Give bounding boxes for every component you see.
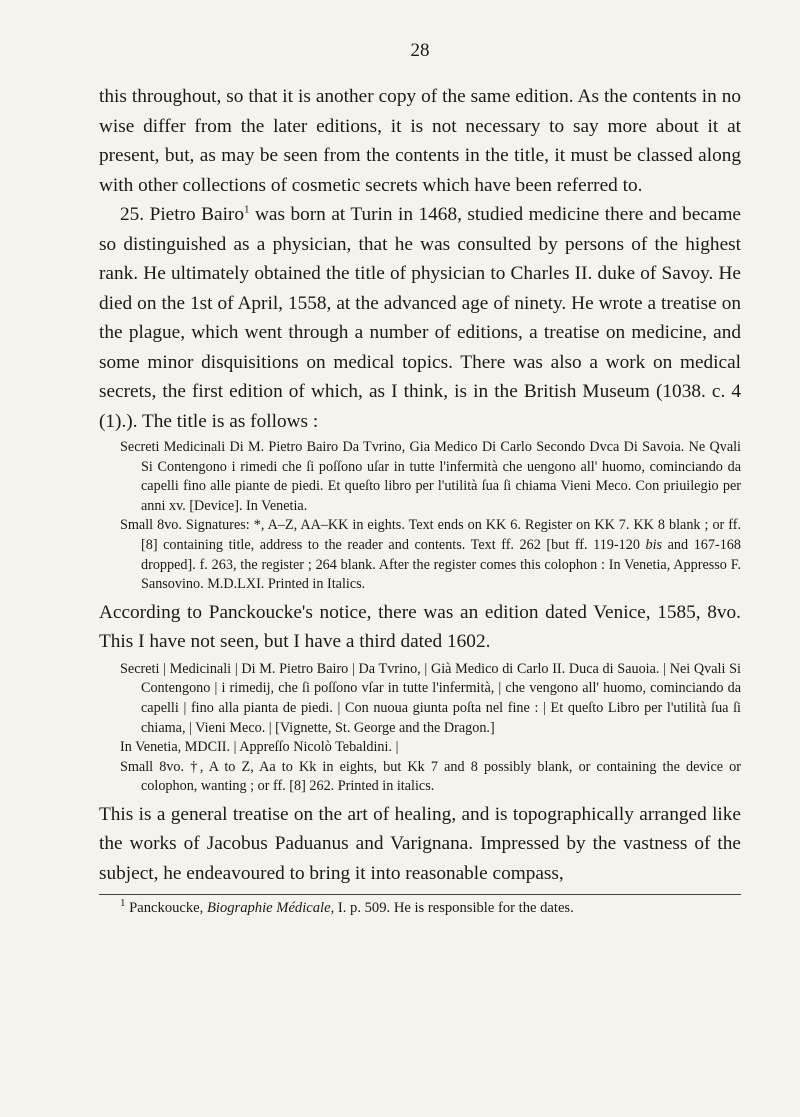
collation-1561-text: Small 8vo. Signatures: *, A–Z, AA–KK in eights. Text ends on KK 6. Register on KK 7. KK 8 blank ; or ff. [8] containing title, address to the reader and contents. Text ff. 262 [but ff. 119-120 bbox=[120, 517, 741, 553]
footnote-text: Panckoucke, bbox=[125, 900, 207, 917]
collation-1602: Small 8vo. †, A to Z, Aa to Kk in eights, but Kk 7 and 8 possibly blank, or containing the device or colophon, wanting ; or ff. [8] 262. Printed in italics. bbox=[120, 758, 741, 795]
paragraph-2 bbox=[99, 200, 741, 436]
collation-1561 bbox=[120, 516, 741, 594]
paragraph-4: This is a general treatise on the art of healing, and is topographically arranged like the works of Jacobus Paduanus and Varignana. Impressed by the vastness of the subject, he endeavoured to bring it into reasonable compass, bbox=[99, 803, 741, 884]
paragraph-2-start: 25. Pietro Bairo bbox=[120, 204, 244, 225]
title-quote-1561 bbox=[120, 438, 741, 595]
footnote-title: Biographie Médicale bbox=[206, 900, 331, 917]
title-quote-1602 bbox=[120, 660, 741, 797]
footnote-mark: 1 bbox=[120, 897, 126, 910]
title-transcription-1602: Secreti | Medicinali | Di M. Pietro Bairo | Da Tvrino, | Già Medico di Carlo II. Duca di Sauoia. | Nei Qvali Si Contengono | i rimedij, che ſi poſſono vſar in tutte l'infermità, | che vengono all' huomo, cominciando da capelli | fino alla pianta de piedi. | Con nuoua giunta poſta nel fine : | Et queſto Libro per l'utilità ſua ſi chiama, | Vieni Meco. | [Vignette, St. George and the Dragon.] bbox=[120, 660, 741, 736]
paragraph-3: According to Panckoucke's notice, there was an edition dated Venice, 1585, 8vo. This I have not seen, but I have a third dated 1602. bbox=[99, 601, 741, 653]
footnote-reference: 1 bbox=[244, 203, 250, 216]
page-number: 28 bbox=[410, 40, 430, 61]
collation-1561-text-end: and 167-168 dropped]. f. 263, the register ; 264 blank. After the register comes this colophon : In Venetia, Appresso F. Sansovino. M.D.LXI. Printed in Italics. bbox=[141, 536, 741, 593]
imprint-1602: In Venetia, MDCII. | Appreſſo Nicolò Tebaldini. | bbox=[120, 739, 399, 756]
paragraph-1: this throughout, so that it is another copy of the same edition. As the contents in no wise differ from the later editions, it is not necessary to say more about it at present, but, as may be seen from the contents in the title, it must be classed along with other collections of cosmetic secrets which have been referred to. bbox=[99, 86, 741, 196]
paragraph-2-rest: was born at Turin in 1468, studied medicine there and became so distinguished as a physician, that he was consulted by persons of the highest rank. He ultimately obtained the title of physician to Charles II. duke of Savoy. He died on the 1st of April, 1558, at the advanced age of ninety. He wrote a treatise on the plague, which went through a number of editions, a treatise on medicine, and some minor disquisitions on medical topics. There was also a work on medical secrets, the first edition of which, as I think, is in the British Museum (1038. c. 4 (1).). The title is as follows : bbox=[99, 204, 741, 432]
footnote-text-end: , I. p. 509. He is responsible for the dates. bbox=[330, 900, 574, 917]
footnote-divider bbox=[99, 894, 741, 895]
collation-1561-italic: bis bbox=[645, 536, 663, 553]
title-transcription-1561: Secreti Medicinali Di M. Pietro Bairo Da Tvrino, Gia Medico Di Carlo Secondo Dvca Di Savoia. Ne Qvali Si Contengono i rimedi che ſi poſſono uſar in tutte l'infermità che uengono all' huomo, cominciando da capelli fino alle piante de piedi. Et queſto libro per l'utilità ſua ſi chiama Vieni Meco. Con priuilegio per anni xv. [Device]. In Venetia. bbox=[120, 439, 741, 514]
page bbox=[99, 40, 741, 918]
footnote bbox=[120, 899, 741, 918]
